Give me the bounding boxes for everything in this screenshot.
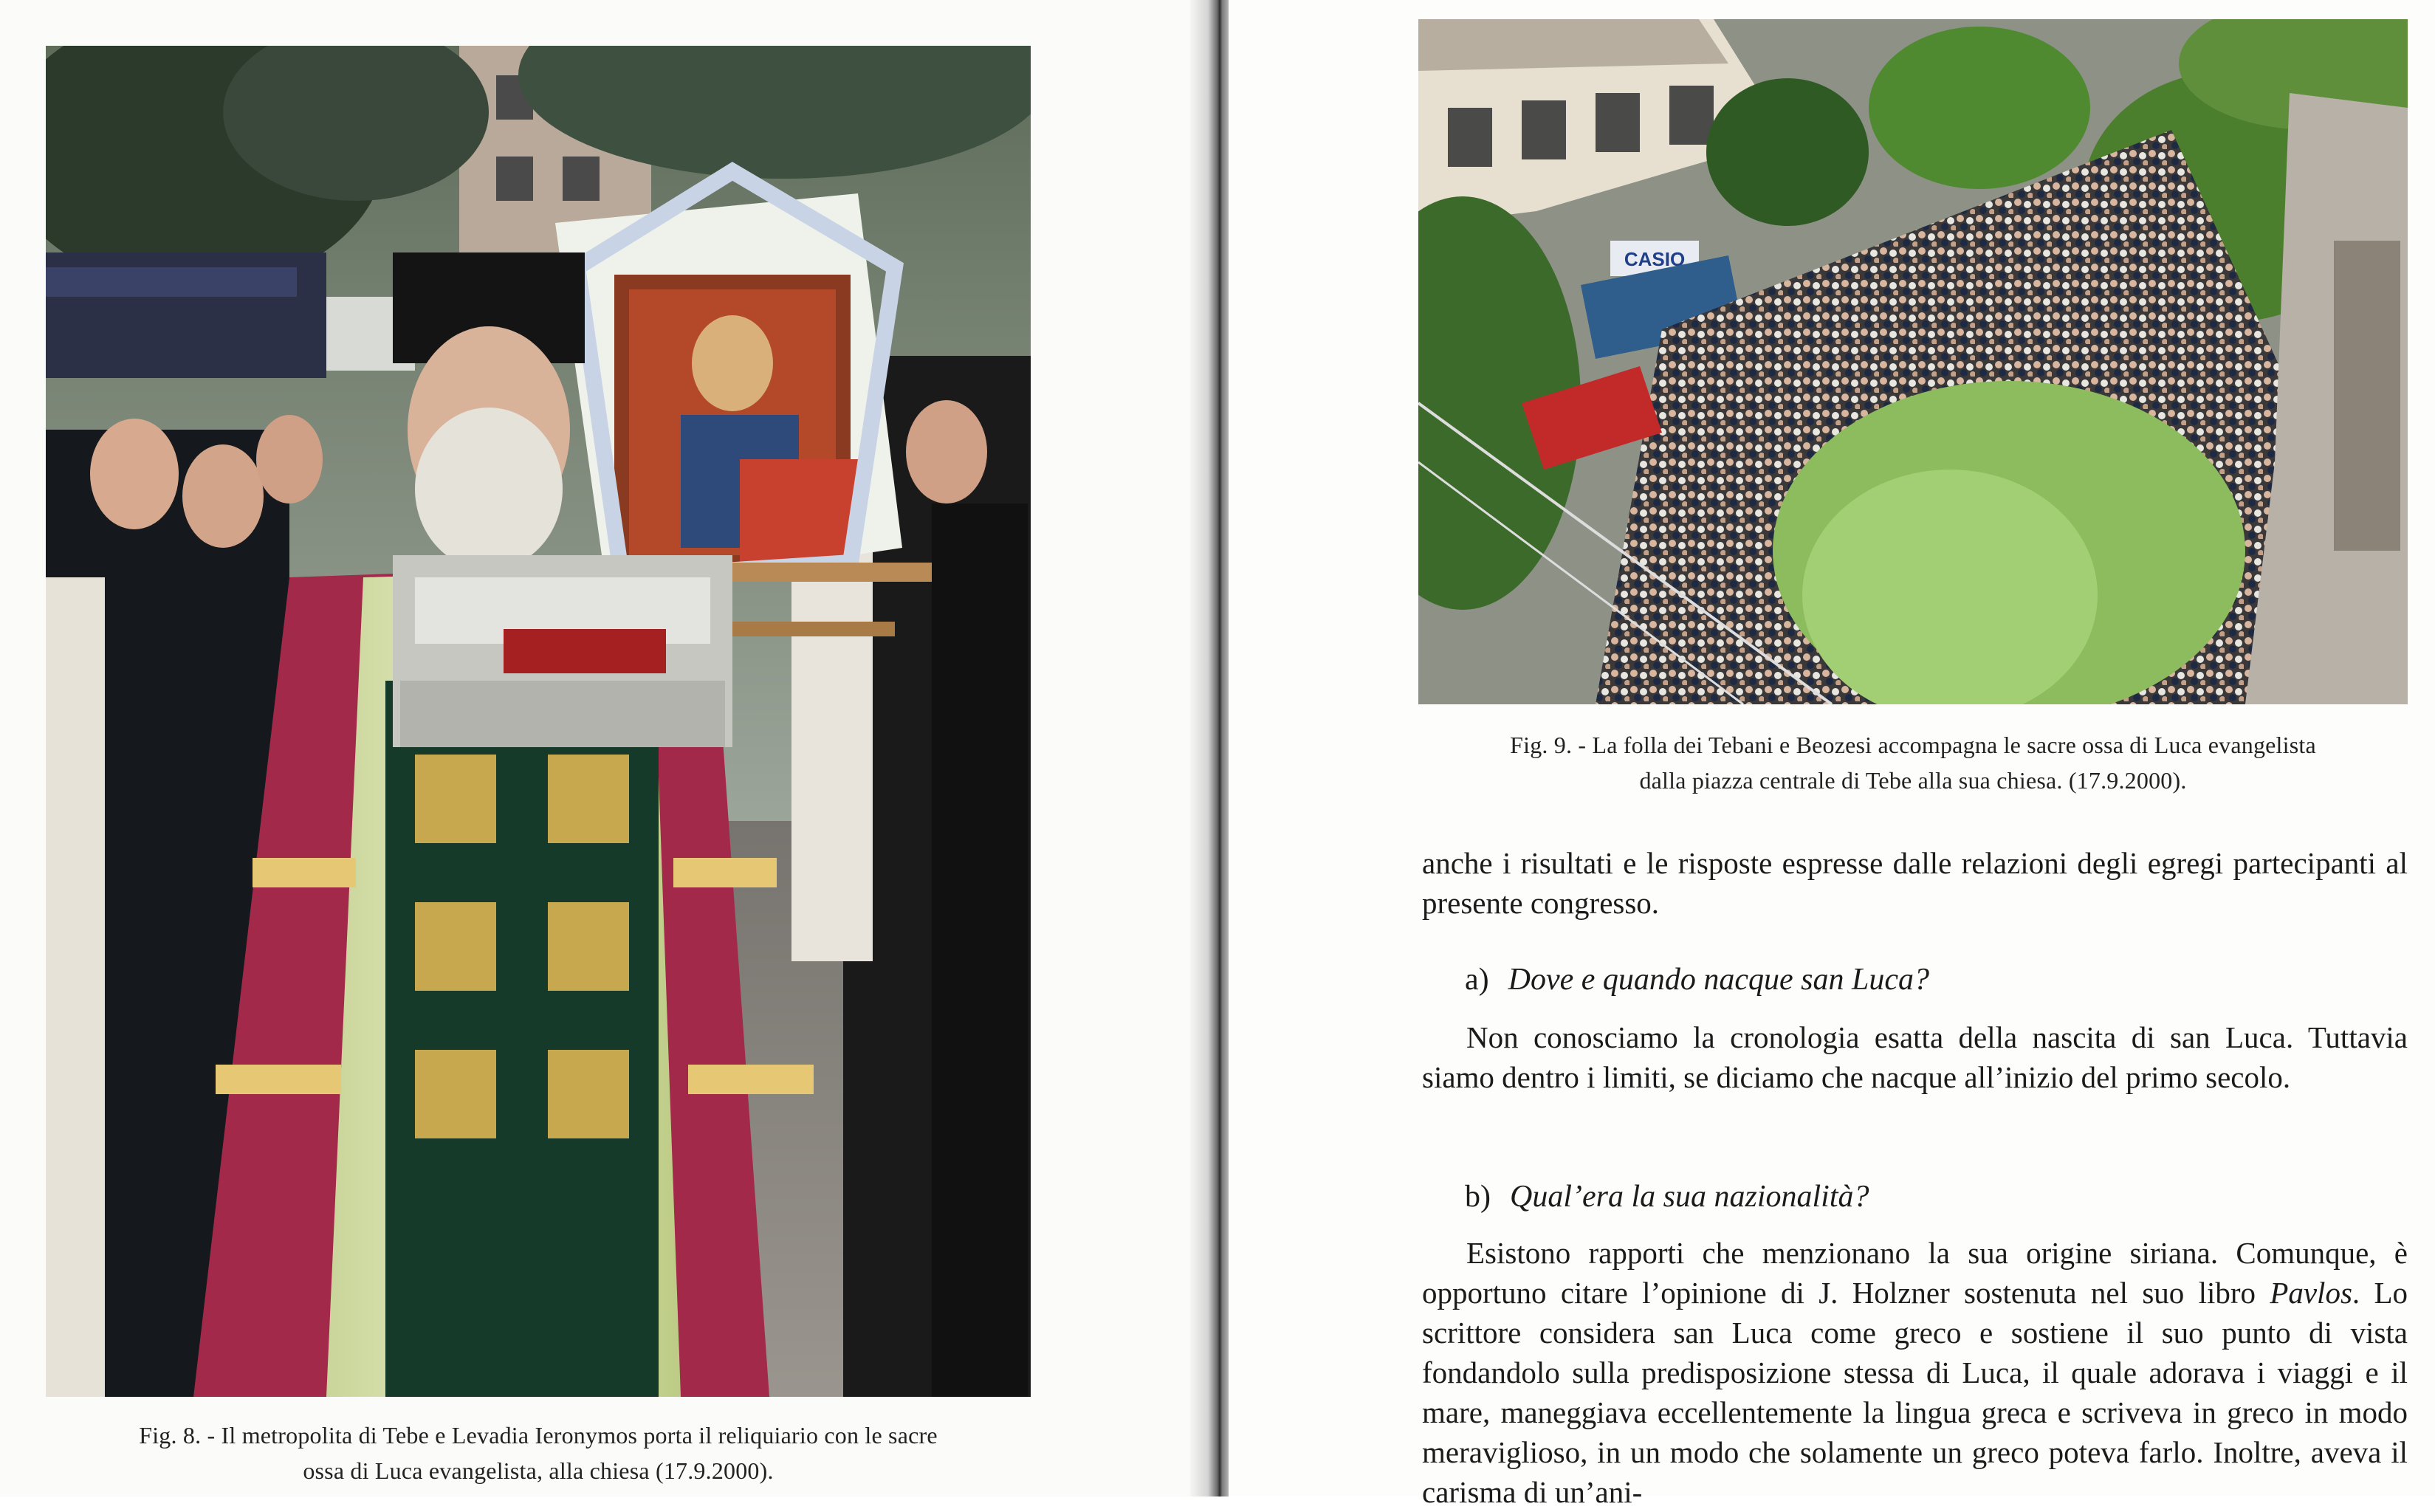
section-b-letter: b) xyxy=(1465,1180,1491,1214)
continuation-paragraph xyxy=(1422,843,2408,923)
figure-9-caption-line-1: Fig. 9. - La folla dei Tebani e Beozesi accompagna le sacre ossa di Luca evangelista xyxy=(1510,732,2316,758)
figure-9-caption-line-2: dalla piazza centrale di Tebe alla sua chiesa. (17.9.2000). xyxy=(1639,767,2187,794)
left-page xyxy=(0,0,1211,1496)
section-b-paragraph xyxy=(1422,1233,2408,1512)
figure-8-caption-line-2: ossa di Luca evangelista, alla chiesa (17.9.2000). xyxy=(303,1457,774,1484)
section-b-question: Qual’era la sua nazionalità? xyxy=(1510,1180,1869,1214)
section-b-text xyxy=(1422,1233,2408,1512)
section-b-heading xyxy=(1422,1177,2408,1217)
section-a-letter: a) xyxy=(1465,963,1489,997)
figure-8-caption-line-1: Fig. 8. - Il metropolita di Tebe e Levadia Ieronymos porta il reliquiario con le sacre xyxy=(139,1422,938,1449)
section-a-question: Dove e quando nacque san Luca? xyxy=(1508,963,1930,997)
section-a-heading xyxy=(1422,960,2408,1000)
section-b-text-start: Esistono rapporti che menzionano la sua origine siriana. Comunque, è opportuno citare l’opinione di J. Holzner sostenuta nel suo libro xyxy=(1422,1236,2408,1310)
figure-8-caption xyxy=(46,1418,1031,1488)
procession-photo xyxy=(46,46,1031,1397)
section-b-text-end: . Lo scrittore considera san Luca come greco e sostiene il suo punto di vista fondandolo sulla predisposizione stessa di Luca, il quale adorava i viaggi e il mare, maneggiava eccellentemente la lingua greca e scriveva in greco in modo meraviglioso, in un modo che solamente un greco poteva farlo. Inoltre, aveva il carisma di un’ani- xyxy=(1422,1276,2408,1509)
continuation-text: anche i risultati e le risposte espresse dalle relazioni degli egregi partecipanti al presente congresso. xyxy=(1422,846,2408,920)
crowd-square-photo xyxy=(1418,19,2408,704)
shop-sign-text: CASIO xyxy=(1624,248,1686,270)
book-title: Pavlos xyxy=(2270,1276,2352,1310)
section-a-text: Non conosciamo la cronologia esatta della nascita di san Luca. Tuttavia siamo dentro i limiti, se diciamo che nacque all’inizio del primo secolo. xyxy=(1422,1020,2408,1094)
figure-9-caption xyxy=(1418,727,2408,798)
section-a-paragraph xyxy=(1422,1017,2408,1097)
